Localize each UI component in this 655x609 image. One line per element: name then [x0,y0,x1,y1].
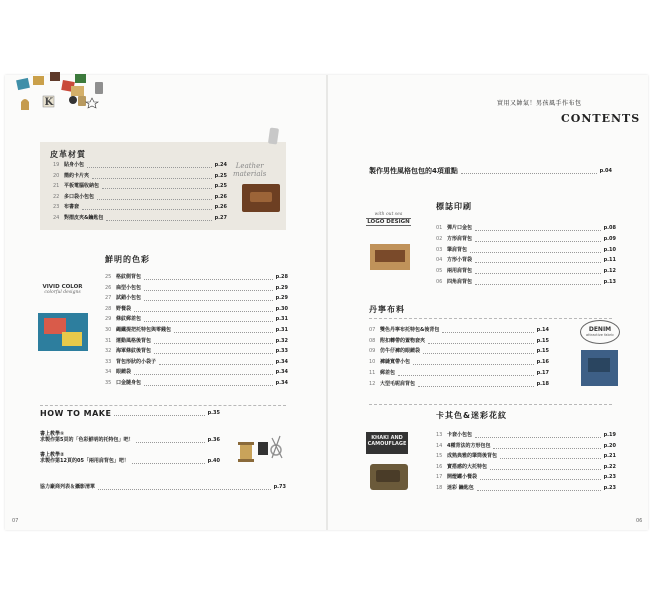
toc-entry-16[interactable] [436,463,616,472]
toc-page: p.33 [275,348,288,355]
intro-page: p.04 [599,167,612,174]
toc-page: p.14 [536,327,549,333]
toc-number: 34 [105,369,112,376]
howto-rule [40,405,286,406]
toc-entry-04[interactable] [436,256,616,265]
lesson2-entry[interactable] [40,457,220,466]
vivid-badge-line1: VIVID COLOR [42,284,83,290]
toc-number: 29 [105,316,112,323]
toc-title: 卡套小包包 [447,432,473,438]
toc-entry-17[interactable] [436,473,616,482]
toc-entry-09[interactable] [369,347,549,356]
toc-entry-18[interactable] [436,484,616,493]
toc-number: 10 [369,359,376,366]
toc-number: 02 [436,235,443,242]
toc-title: 實搭感的大托特包 [447,463,488,470]
toc-entry-19[interactable] [53,161,227,170]
toc-page: p.25 [214,183,227,189]
toc-number: 13 [436,432,443,438]
toc-title: 扁型小包包 [116,284,142,291]
toc-entry-24[interactable] [53,214,227,223]
toc-entry-30[interactable] [105,326,288,335]
denim-rule [369,318,612,319]
toc-number: 31 [105,337,112,344]
contents-title: CONTENTS [561,112,641,125]
toc-title: 大型毛呢肩背包 [380,380,416,387]
toc-title: 海軍條紋後背包 [116,348,152,355]
leather-wallet-detail [250,192,272,202]
toc-entry-33[interactable] [105,358,288,367]
toc-title: 貼身小包 [64,162,85,168]
toc-number: 26 [105,284,112,291]
toc-leader [475,237,601,242]
toc-entry-02[interactable] [436,235,616,244]
toc-number: 32 [105,348,112,355]
toc-leader [477,486,601,491]
toc-page: p.28 [275,274,288,280]
toc-title: 迷彩 鑰匙包 [447,485,474,491]
toc-title: 格紋側背包 [116,274,142,280]
toc-page: p.26 [214,204,227,210]
toc-number: 09 [369,348,376,355]
howto-title: HOW TO MAKE [40,409,112,418]
toc-page: p.31 [275,327,288,333]
toc-title: 筆肩背包 [447,246,468,253]
toc-entry-08[interactable] [369,337,549,346]
folio-right: 06 [636,518,643,524]
toc-entry-25[interactable] [105,273,288,282]
toc-page: p.18 [536,380,549,387]
toc-page: p.08 [603,225,616,231]
section-title-denim: 丹寧布料 [369,305,405,314]
svg-text:K: K [44,97,54,108]
toc-title: 多口袋小包包 [64,193,95,200]
toc-title: 郵差包 [380,369,396,376]
logo-badge-line1: LOGO DESIGN [367,219,410,225]
howto-entry[interactable] [40,408,220,419]
toc-leader [493,444,600,449]
toc-leader [102,184,212,189]
toc-leader [490,465,601,470]
toc-number: 05 [436,268,443,275]
book-subtitle: 實用又帥氣！男孩風手作布包 [497,100,582,107]
toc-page: p.30 [275,305,288,312]
toc-leader [470,248,601,253]
toc-leader [480,475,601,480]
book-gutter [326,75,328,530]
toc-leader [144,381,273,386]
toc-title: 彈片口金包 [447,225,473,231]
toc-entry-28[interactable] [105,305,288,314]
section-title-khaki: 卡其色&迷彩花紋 [436,411,507,420]
toc-page: p.25 [214,172,227,179]
toc-leader [442,328,533,333]
toc-leader [428,339,534,344]
toc-entry-05[interactable] [436,267,616,276]
lesson2-page: p.40 [207,458,220,464]
toc-number: 16 [436,463,443,470]
logo-badge [366,212,411,238]
toc-entry-21[interactable] [53,182,227,191]
toc-page: p.34 [275,358,288,365]
intro-title: 製作男性風格包包的4項重點 [369,166,458,175]
toc-number: 14 [436,442,443,449]
lesson1-entry[interactable] [40,436,220,445]
toc-number: 11 [369,369,376,376]
toc-entry-34[interactable] [105,368,288,377]
toc-page: p.27 [214,214,227,221]
khaki-badge [366,432,408,454]
toc-page: p.10 [603,246,616,253]
leather-badge-line1: Leather [235,162,264,170]
toc-number: 15 [436,453,443,460]
toc-leader [500,454,601,459]
toc-title: 開燈罐小餐袋 [447,474,478,481]
toc-page: p.23 [603,474,616,481]
toc-entry-35[interactable] [105,379,288,388]
logo-badge-line2: with out sea [374,212,403,217]
toc-leader [144,296,273,301]
toc-leader [418,382,534,387]
toc-title: 方形小背袋 [447,257,473,264]
toc-title: 背包形狀的小袋子 [116,358,157,365]
toc-leader [154,349,273,354]
denim-bag-pocket [588,358,610,372]
toc-page: p.09 [603,235,616,242]
sewing-tools-icon [236,430,286,465]
vivid-badge-line2: colorful designs [44,290,81,295]
toc-number: 01 [436,225,443,231]
toc-number: 23 [53,204,60,210]
toc-title: 布書套 [64,204,80,210]
toc-leader [106,216,211,221]
toc-page: p.20 [603,442,616,449]
toc-page: p.34 [275,380,288,386]
toc-entry-32[interactable] [105,347,288,356]
toc-leader [144,286,273,291]
toc-page: p.29 [275,295,288,302]
toc-leader [144,317,273,322]
toc-page: p.26 [214,193,227,200]
toc-title: 口金隨身包 [116,380,142,386]
toc-entry-23[interactable] [53,203,227,212]
toc-title: 平板電腦收納包 [64,183,100,189]
toc-entry-22[interactable] [53,193,227,202]
khaki-bag-pocket [376,470,400,482]
logo-bag-strap [375,250,405,262]
toc-leader [144,275,273,280]
section-title-logo: 標誌印刷 [436,202,472,211]
toc-entry-03[interactable] [436,246,616,255]
toc-leader [154,339,273,344]
toc-leader [134,370,273,375]
denim-badge [580,320,620,344]
toc-title: 運動風格後背包 [116,337,152,344]
toc-page: p.12 [603,268,616,275]
lesson1-page: p.36 [207,437,220,443]
lesson1-text: 求製作第5頁的「色彩鮮明的托特包」吧！ [40,437,134,443]
toc-page: p.21 [603,453,616,460]
toc-title: 試錯小包包 [116,295,142,302]
lesson2-label: 書上教學② [40,452,65,458]
khaki-badge-line1: KHAKI AND [371,435,403,441]
stamp-decoration [15,72,110,122]
toc-page: p.32 [275,337,288,344]
toc-number: 08 [369,337,376,344]
howto-page: p.35 [207,410,220,416]
toc-title: 兩用肩背包 [447,268,473,275]
toc-number: 22 [53,193,60,200]
toc-leader [87,163,212,168]
intro-entry[interactable] [369,165,612,177]
toc-title: 條紋郵差包 [116,316,142,323]
toc-page: p.22 [603,463,616,470]
leather-badge-line2: materials [233,170,267,178]
leather-badge [233,162,266,178]
toc-number: 04 [436,257,443,264]
toc-entry-26[interactable] [105,284,288,293]
toc-page: p.15 [536,337,549,344]
toc-leader [174,328,273,333]
toc-number: 20 [53,172,60,179]
toc-number: 30 [105,327,112,333]
toc-leader [475,269,601,274]
toc-title: 成熟典雅的筆筒後背包 [447,453,498,460]
toc-entry-14[interactable] [436,442,616,451]
toc-entry-07[interactable] [369,326,549,335]
toc-page: p.17 [536,369,549,376]
toc-entry-31[interactable] [105,337,288,346]
toc-entry-20[interactable] [53,172,227,181]
toc-title: 仿牛仔褲的眼鏡袋 [380,348,421,355]
toc-page: p.34 [275,369,288,376]
toc-title: 野餐袋 [116,305,132,312]
toc-leader [398,371,534,376]
toc-title: 褲縫寬帶小包 [380,359,411,366]
toc-title: 簡約卡片夾 [64,172,90,179]
toc-page: p.16 [536,359,549,366]
denim-badge-line1: DENIM [588,326,612,333]
khaki-badge-line2: CAMOUFLAGE [367,441,407,447]
toc-page: p.29 [275,284,288,291]
toc-leader [475,258,601,263]
toc-number: 17 [436,474,443,481]
toc-title: 對摺皮夾&鑰匙包 [64,214,104,221]
toc-number: 35 [105,380,112,386]
toc-leader [475,433,601,438]
toc-leader [97,195,212,200]
toc-entry-11[interactable] [369,369,549,378]
toc-number: 18 [436,485,443,491]
toc-leader [475,280,601,285]
credits-entry[interactable] [40,483,286,492]
toc-leader [423,349,534,354]
toc-number: 19 [53,162,60,168]
toc-number: 06 [436,279,443,285]
lesson1-label: 書上教學① [40,431,65,437]
vivid-bag-yellow [62,332,82,346]
toc-entry-01[interactable] [436,224,616,233]
toc-page: p.15 [536,348,549,355]
toc-leader [413,360,534,365]
toc-leader [92,174,212,179]
toc-title: 4種背法的方形包包 [447,442,491,449]
toc-number: 21 [53,183,60,189]
toc-page: p.11 [603,257,616,264]
lesson2-text: 求製作第12頁的05「兩用肩背包」吧！ [40,458,129,464]
folio-left: 07 [12,518,19,524]
toc-page: p.19 [603,432,616,438]
toc-number: 07 [369,327,376,333]
toc-number: 33 [105,358,112,365]
toc-page: p.23 [603,485,616,491]
toc-page: p.31 [275,316,288,323]
toc-number: 12 [369,380,376,387]
toc-leader [475,226,601,231]
toc-entry-06[interactable] [436,278,616,287]
toc-entry-10[interactable] [369,358,549,367]
toc-number: 28 [105,305,112,312]
section-title-vivid: 鮮明的色彩 [105,255,150,264]
toc-number: 03 [436,246,443,253]
toc-leader [134,307,273,312]
toc-title: 方形肩背包 [447,235,473,242]
toc-entry-12[interactable] [369,380,549,389]
toc-entry-13[interactable] [436,431,616,440]
toc-page: p.13 [603,279,616,285]
toc-title: 四角肩背包 [447,279,473,285]
toc-title: 繩鐵提把托特包與零錢包 [116,327,172,333]
credits-page: p.73 [273,484,286,490]
credits-text: 協力廠商列表＆攝影清單 [40,484,96,490]
toc-entry-15[interactable] [436,452,616,461]
toc-title: 雙色丹寧布托特包&後背包 [380,327,440,333]
toc-leader [82,205,212,210]
denim-badge-line2: attractive fabric [585,333,614,337]
toc-number: 24 [53,214,60,221]
toc-number: 27 [105,295,112,302]
toc-leader [159,360,273,365]
toc-page: p.24 [214,162,227,168]
vivid-badge [39,284,86,310]
toc-entry-29[interactable] [105,315,288,324]
toc-title: 附扣轉帶的置物套夾 [380,337,426,344]
toc-entry-27[interactable] [105,294,288,303]
toc-title: 眼鏡袋 [116,369,132,376]
section-title-leather: 皮革材質 [50,150,86,159]
toc-number: 25 [105,274,112,280]
khaki-rule [369,404,612,405]
